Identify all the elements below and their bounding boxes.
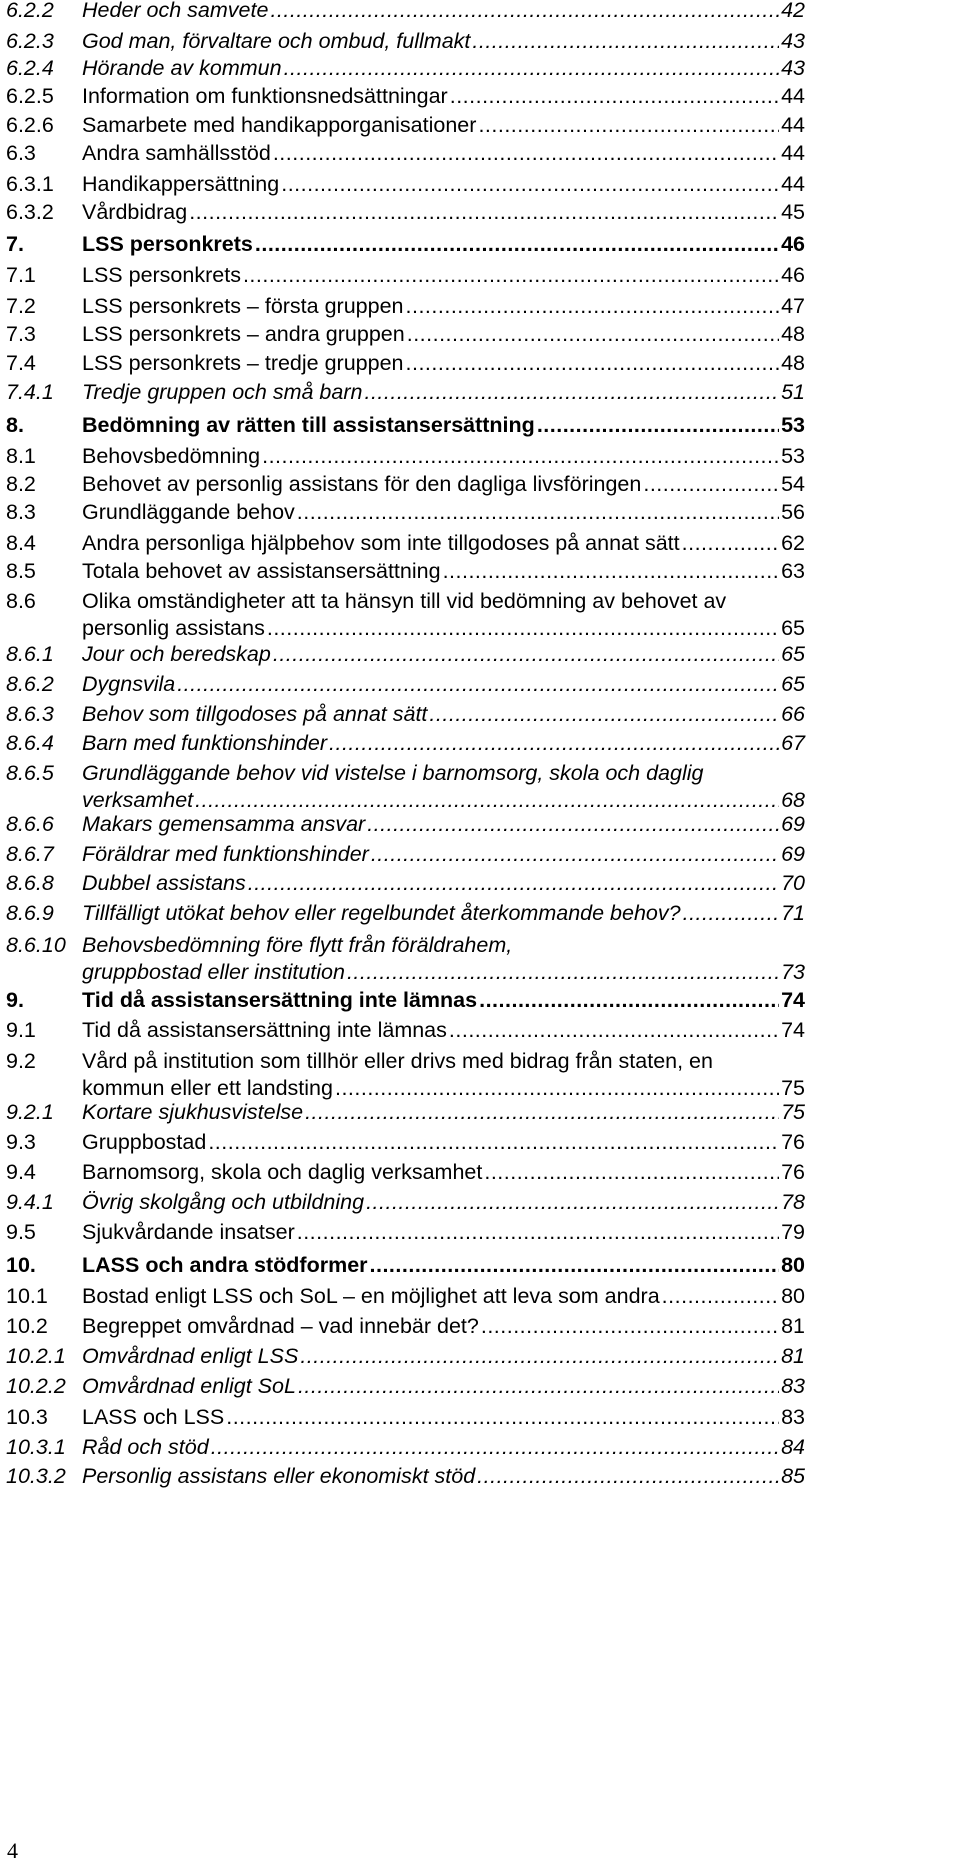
dot-leader: [300, 1343, 779, 1370]
toc-entry-title: Omvårdnad enligt SoL: [82, 1374, 296, 1398]
dot-leader: [270, 0, 779, 24]
toc-entry-number: 8.6.1: [6, 642, 54, 666]
toc-entry-page: 48: [781, 322, 805, 346]
toc-entry-number: 9.: [6, 988, 24, 1012]
toc-entry-number: 8.6.9: [6, 901, 54, 925]
dot-leader: [450, 83, 779, 110]
toc-entry-page: 80: [781, 1253, 805, 1277]
dot-leader: [537, 412, 779, 439]
toc-entry-page: 46: [781, 263, 805, 287]
toc-entry-title: Totala behovet av assistansersättning: [82, 559, 441, 583]
toc-entry-title: Gruppbostad: [82, 1130, 207, 1154]
toc-entry-number: 10.2: [6, 1314, 48, 1338]
dot-leader: [407, 321, 779, 348]
toc-entry-number: 8.6.3: [6, 702, 54, 726]
toc-entry-title: Handikappersättning: [82, 172, 280, 196]
toc-entry-page: 42: [781, 0, 805, 22]
toc-entry-title: LSS personkrets – tredje gruppen: [82, 351, 404, 375]
toc-entry-number: 7.3: [6, 322, 36, 346]
toc-entry-title: Vård på institution som tillhör eller drivs med bidrag från staten, en: [82, 1049, 713, 1073]
toc-entry-page: 81: [781, 1344, 805, 1368]
toc-entry-number: 6.2.2: [6, 0, 54, 22]
toc-entry-page: 62: [781, 531, 805, 555]
toc-entry-page: 73: [781, 960, 805, 984]
toc-entry-number: 8.6: [6, 589, 36, 613]
toc-entry-title: Dygnsvila: [82, 672, 176, 696]
toc-entry-page: 44: [781, 172, 805, 196]
toc-entry-page: 44: [781, 141, 805, 165]
toc-entry-page: 68: [781, 788, 805, 812]
toc-entry-title: Dubbel assistans: [82, 871, 246, 895]
dot-leader: [177, 671, 779, 698]
dot-leader: [195, 787, 779, 814]
toc-entry-title: Behov som tillgodoses på annat sätt: [82, 702, 428, 726]
toc-entry-page: 66: [781, 702, 805, 726]
dot-leader: [189, 199, 779, 226]
toc-entry-page: 65: [781, 642, 805, 666]
dot-leader: [335, 1075, 779, 1102]
toc-entry-title: Tredje gruppen och små barn: [82, 380, 363, 404]
toc-entry-page: 47: [781, 294, 805, 318]
toc-entry-page: 53: [781, 444, 805, 468]
dot-leader: [226, 1404, 779, 1431]
toc-entry-title: Jour och beredskap: [82, 642, 271, 666]
toc-entry-title: gruppbostad eller institution: [82, 960, 345, 984]
toc-entry-title: Övrig skolgång och utbildning: [82, 1190, 365, 1214]
dot-leader: [643, 471, 779, 498]
toc-entry-page: 76: [781, 1160, 805, 1184]
dot-leader: [406, 293, 780, 320]
dot-leader: [248, 870, 779, 897]
toc-entry-page: 69: [781, 842, 805, 866]
toc-entry-title: Vårdbidrag: [82, 200, 188, 224]
toc-entry-page: 63: [781, 559, 805, 583]
toc-entry-page: 56: [781, 500, 805, 524]
dot-leader: [211, 1434, 779, 1461]
toc-entry-number: 8.6.2: [6, 672, 54, 696]
dot-leader: [443, 558, 780, 585]
dot-leader: [481, 1313, 779, 1340]
toc-entry-page: 74: [781, 1018, 805, 1042]
toc-entry-title: Barn med funktionshinder: [82, 731, 328, 755]
toc-entry-number: 10.3.2: [6, 1464, 66, 1488]
dot-leader: [662, 1283, 779, 1310]
dot-leader: [329, 730, 779, 757]
dot-leader: [478, 112, 779, 139]
dot-leader: [682, 530, 779, 557]
toc-entry-page: 53: [781, 413, 805, 437]
toc-entry-title: Olika omständigheter att ta hänsyn till vid bedömning av behovet av: [82, 589, 727, 613]
toc-entry-number: 9.4.1: [6, 1190, 54, 1214]
page-number: 4: [7, 1838, 18, 1863]
toc-entry-page: 70: [781, 871, 805, 895]
toc-entry-page: 71: [781, 901, 805, 925]
toc-entry-page: 76: [781, 1130, 805, 1154]
toc-entry-title: Kortare sjukhusvistelse: [82, 1100, 304, 1124]
toc-entry-number: 6.2.3: [6, 29, 54, 53]
dot-leader: [298, 1373, 779, 1400]
toc-entry-number: 7.4: [6, 351, 36, 375]
toc-entry-title: kommun eller ett landsting: [82, 1076, 333, 1100]
toc-entry-number: 10.3.1: [6, 1435, 66, 1459]
toc-entry-number: 10.2.1: [6, 1344, 66, 1368]
toc-entry-page: 54: [781, 472, 805, 496]
dot-leader: [297, 1219, 779, 1246]
toc-entry-title: Tid då assistansersättning inte lämnas: [82, 1018, 447, 1042]
toc-entry-page: 79: [781, 1220, 805, 1244]
toc-entry-title: Bedömning av rätten till assistansersättning: [82, 413, 535, 437]
toc-entry-number: 6.2.5: [6, 84, 54, 108]
toc-entry-title: Omvårdnad enligt LSS: [82, 1344, 299, 1368]
toc-entry-title: Föräldrar med funktionshinder: [82, 842, 369, 866]
toc-entry-number: 9.2: [6, 1049, 36, 1073]
toc-entry-page: 51: [781, 380, 805, 404]
toc-entry-title: Behovsbedömning: [82, 444, 261, 468]
dot-leader: [406, 350, 780, 377]
toc-entry-number: 10.1: [6, 1284, 48, 1308]
toc-entry-page: 85: [781, 1464, 805, 1488]
toc-entry-title: LSS personkrets: [82, 263, 241, 287]
toc-entry-number: 8.6.7: [6, 842, 54, 866]
dot-leader: [281, 171, 779, 198]
toc-entry-page: 44: [781, 113, 805, 137]
toc-entry-title: Hörande av kommun: [82, 56, 282, 80]
toc-entry-page: 81: [781, 1314, 805, 1338]
toc-entry-number: 6.2.6: [6, 113, 54, 137]
dot-leader: [484, 1159, 779, 1186]
toc-entry-title: LSS personkrets: [82, 232, 253, 256]
dot-leader: [255, 231, 779, 258]
dot-leader: [273, 641, 779, 668]
toc-entry-page: 45: [781, 200, 805, 224]
toc-entry-page: 84: [781, 1435, 805, 1459]
dot-leader: [683, 900, 779, 927]
dot-leader: [367, 811, 779, 838]
toc-entry-page: 43: [781, 29, 805, 53]
toc-entry-number: 8.3: [6, 500, 36, 524]
toc-entry-page: 83: [781, 1405, 805, 1429]
toc-entry-number: 8.2: [6, 472, 36, 496]
toc-entry-page: 75: [781, 1100, 805, 1124]
toc-entry-page: 44: [781, 84, 805, 108]
toc-entry-title: LSS personkrets – första gruppen: [82, 294, 404, 318]
dot-leader: [284, 55, 780, 82]
toc-entry-page: 75: [781, 1076, 805, 1100]
toc-entry-title: Bostad enligt LSS och SoL – en möjlighet att leva som andra: [82, 1284, 660, 1308]
toc-entry-number: 8.6.8: [6, 871, 54, 895]
toc-entry-page: 74: [781, 988, 805, 1012]
toc-entry-title: Andra personliga hjälpbehov som inte tillgodoses på annat sätt: [82, 531, 680, 555]
toc-entry-page: 43: [781, 56, 805, 80]
toc-entry-title: Heder och samvete: [82, 0, 269, 22]
toc-entry-number: 10.2.2: [6, 1374, 66, 1398]
toc-entry-number: 8.6.4: [6, 731, 54, 755]
dot-leader: [347, 959, 779, 986]
toc-entry-number: 8.1: [6, 444, 36, 468]
toc-entry-number: 8.6.10: [6, 933, 66, 957]
toc-entry-title: Behovsbedömning före flytt från föräldrahem,: [82, 933, 513, 957]
dot-leader: [297, 499, 779, 526]
toc-entry-number: 6.3.2: [6, 200, 54, 224]
toc-entry-title: personlig assistans: [82, 616, 265, 640]
dot-leader: [273, 140, 779, 167]
toc-entry-page: 65: [781, 672, 805, 696]
toc-entry-number: 8.5: [6, 559, 36, 583]
toc-entry-page: 78: [781, 1190, 805, 1214]
toc-entry-page: 83: [781, 1374, 805, 1398]
toc-entry-title: Grundläggande behov: [82, 500, 295, 524]
dot-leader: [370, 1252, 780, 1279]
dot-leader: [364, 379, 779, 406]
toc-entry-title: Andra samhällsstöd: [82, 141, 271, 165]
toc-entry-number: 6.2.4: [6, 56, 54, 80]
toc-entry-page: 48: [781, 351, 805, 375]
dot-leader: [305, 1099, 779, 1126]
toc-entry-number: 10.3: [6, 1405, 48, 1429]
toc-entry-title: Barnomsorg, skola och daglig verksamhet: [82, 1160, 483, 1184]
dot-leader: [429, 701, 779, 728]
toc-entry-page: 80: [781, 1284, 805, 1308]
toc-entry-title: Personlig assistans eller ekonomiskt stöd: [82, 1464, 476, 1488]
toc-entry-number: 10.: [6, 1253, 36, 1277]
toc-entry-number: 7.4.1: [6, 380, 54, 404]
dot-leader: [243, 262, 779, 289]
toc-entry-title: Begreppet omvårdnad – vad innebär det?: [82, 1314, 479, 1338]
toc-entry-title: Grundläggande behov vid vistelse i barnomsorg, skola och daglig: [82, 761, 704, 785]
toc-entry-title: Tid då assistansersättning inte lämnas: [82, 988, 478, 1012]
toc-entry-number: 7.2: [6, 294, 36, 318]
toc-entry-number: 9.5: [6, 1220, 36, 1244]
toc-entry-number: 8.: [6, 413, 24, 437]
toc-entry-title: Samarbete med handikapporganisationer: [82, 113, 477, 137]
toc-entry-number: 8.6.5: [6, 761, 54, 785]
toc-entry-title: Råd och stöd: [82, 1435, 209, 1459]
dot-leader: [477, 1463, 779, 1490]
toc-entry-page: 69: [781, 812, 805, 836]
dot-leader: [472, 28, 779, 55]
dot-leader: [267, 615, 779, 642]
toc-entry-title: Information om funktionsnedsättningar: [82, 84, 448, 108]
toc-entry-number: 9.2.1: [6, 1100, 54, 1124]
dot-leader: [366, 1189, 779, 1216]
toc-entry-number: 9.4: [6, 1160, 36, 1184]
toc-entry-title: LASS och andra stödformer: [82, 1253, 368, 1277]
dot-leader: [208, 1129, 779, 1156]
toc-entry-title: Behovet av personlig assistans för den dagliga livsföringen: [82, 472, 642, 496]
toc-entry-number: 6.3: [6, 141, 36, 165]
toc-entry-title: Sjukvårdande insatser: [82, 1220, 295, 1244]
toc-entry-page: 46: [781, 232, 805, 256]
toc-entry-title: Tillfälligt utökat behov eller regelbundet återkommande behov?: [82, 901, 681, 925]
toc-entry-title: God man, förvaltare och ombud, fullmakt: [82, 29, 471, 53]
toc-entry-number: 6.3.1: [6, 172, 54, 196]
toc-entry-title: verksamhet: [82, 788, 194, 812]
toc-entry-number: 7.: [6, 232, 24, 256]
toc-entry-page: 65: [781, 616, 805, 640]
toc-entry-number: 9.1: [6, 1018, 36, 1042]
dot-leader: [371, 841, 779, 868]
dot-leader: [449, 1017, 779, 1044]
toc-entry-title: Makars gemensamma ansvar: [82, 812, 366, 836]
dot-leader: [479, 987, 779, 1014]
dot-leader: [262, 443, 779, 470]
toc-entry-number: 8.6.6: [6, 812, 54, 836]
toc-entry-number: 9.3: [6, 1130, 36, 1154]
toc-entry-title: LSS personkrets – andra gruppen: [82, 322, 405, 346]
toc-entry-number: 7.1: [6, 263, 36, 287]
toc-entry-title: LASS och LSS: [82, 1405, 225, 1429]
toc-entry-page: 67: [781, 731, 805, 755]
toc-entry-number: 8.4: [6, 531, 36, 555]
